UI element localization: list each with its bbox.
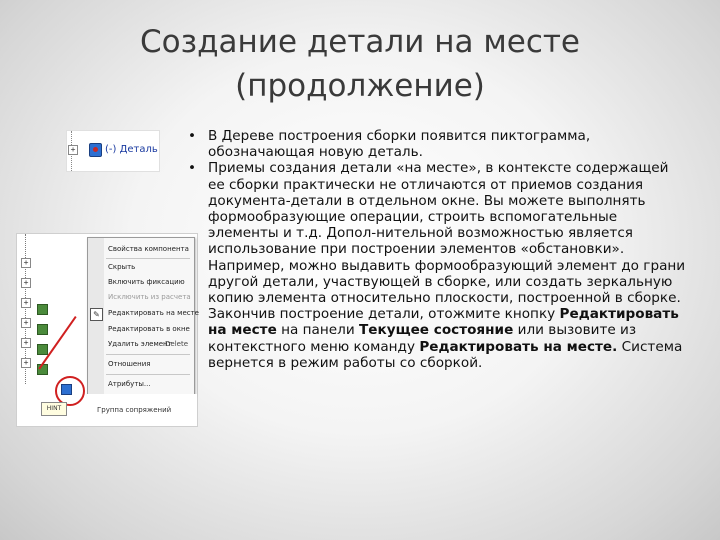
title-line-2: (продолжение) xyxy=(235,68,485,104)
component-icon xyxy=(37,344,48,355)
menu-item-edit-in-place[interactable]: Редактировать на месте xyxy=(108,309,199,317)
expand-icon: + xyxy=(21,318,31,328)
expand-icon: + xyxy=(21,298,31,308)
menu-item-component-properties[interactable]: Свойства компонента xyxy=(108,245,189,253)
context-menu-screenshot xyxy=(16,233,198,427)
menu-item-fix[interactable]: Включить фиксацию xyxy=(108,278,185,286)
para-bold-edit-in-place: Редактировать на месте xyxy=(208,306,679,339)
menu-separator xyxy=(106,258,190,259)
delete-shortcut: Delete xyxy=(165,340,188,348)
mates-group-label: Группа сопряжений xyxy=(97,406,172,414)
closing-paragraph xyxy=(186,306,686,371)
para-suffix: Система вернется в режим работы со сборкой. xyxy=(208,338,683,371)
body-text xyxy=(186,128,686,371)
para-mid-2: или вызовите из контекстного меню команду xyxy=(208,322,637,355)
menu-item-hide[interactable]: Скрыть xyxy=(108,263,136,271)
para-bold-current-state: Текущее состояние xyxy=(358,322,514,339)
expand-icon: + xyxy=(21,358,31,368)
menu-separator xyxy=(106,374,190,375)
para-mid-1: на панели xyxy=(276,322,359,339)
expand-icon: + xyxy=(68,145,78,155)
menu-item-attributes[interactable]: Атрибуты... xyxy=(108,380,151,388)
tooltip: HINT xyxy=(41,402,67,416)
bullet-2: • Приемы создания детали «на месте», в контексте содержащей ее сборки практически не отличаются от приемов создания документа-детали в отдельном окне. Вы можете выполнять формообразующие операции, строить вспомогательные элементы и т.д. Допол-нительной возможностью является использование при построении элементов «обстановки». Например, можно выдавить формообразующий элемент до грани другой детали, участвующей в сборке, или создать зеркальную копию элемента относительно плоскости, построенной в сборке. xyxy=(186,160,686,306)
slide-title xyxy=(60,20,660,108)
tree-part-label: (-) Деталь xyxy=(105,144,158,155)
expand-icon: + xyxy=(21,278,31,288)
part-icon xyxy=(89,143,102,157)
tree-screenshot xyxy=(66,130,160,172)
context-menu xyxy=(87,237,199,396)
menu-item-delete-label: Удалить элемент xyxy=(108,340,172,348)
bullet-1: • В Дереве построения сборки появится пиктограмма, обозначающая новую деталь. xyxy=(186,128,686,160)
menu-separator xyxy=(106,354,190,355)
edit-in-place-icon: ✎ xyxy=(90,308,103,321)
component-icon xyxy=(37,324,48,335)
component-icon xyxy=(37,304,48,315)
menu-item-delete[interactable] xyxy=(88,337,194,351)
expand-icon: + xyxy=(21,258,31,268)
expand-icon: + xyxy=(21,338,31,348)
menu-item-exclude: Исключить из расчета xyxy=(108,293,191,301)
menu-item-relations[interactable]: Отношения xyxy=(108,360,151,368)
para-bold-edit-command: Редактировать на месте. xyxy=(419,338,618,355)
assembly-tree xyxy=(17,234,87,426)
title-line-1: Создание детали на месте xyxy=(140,24,580,60)
para-prefix: Закончив построение детали, отожмите кнопку xyxy=(208,306,560,323)
menu-item-edit-in-window[interactable]: Редактировать в окне xyxy=(108,325,190,333)
